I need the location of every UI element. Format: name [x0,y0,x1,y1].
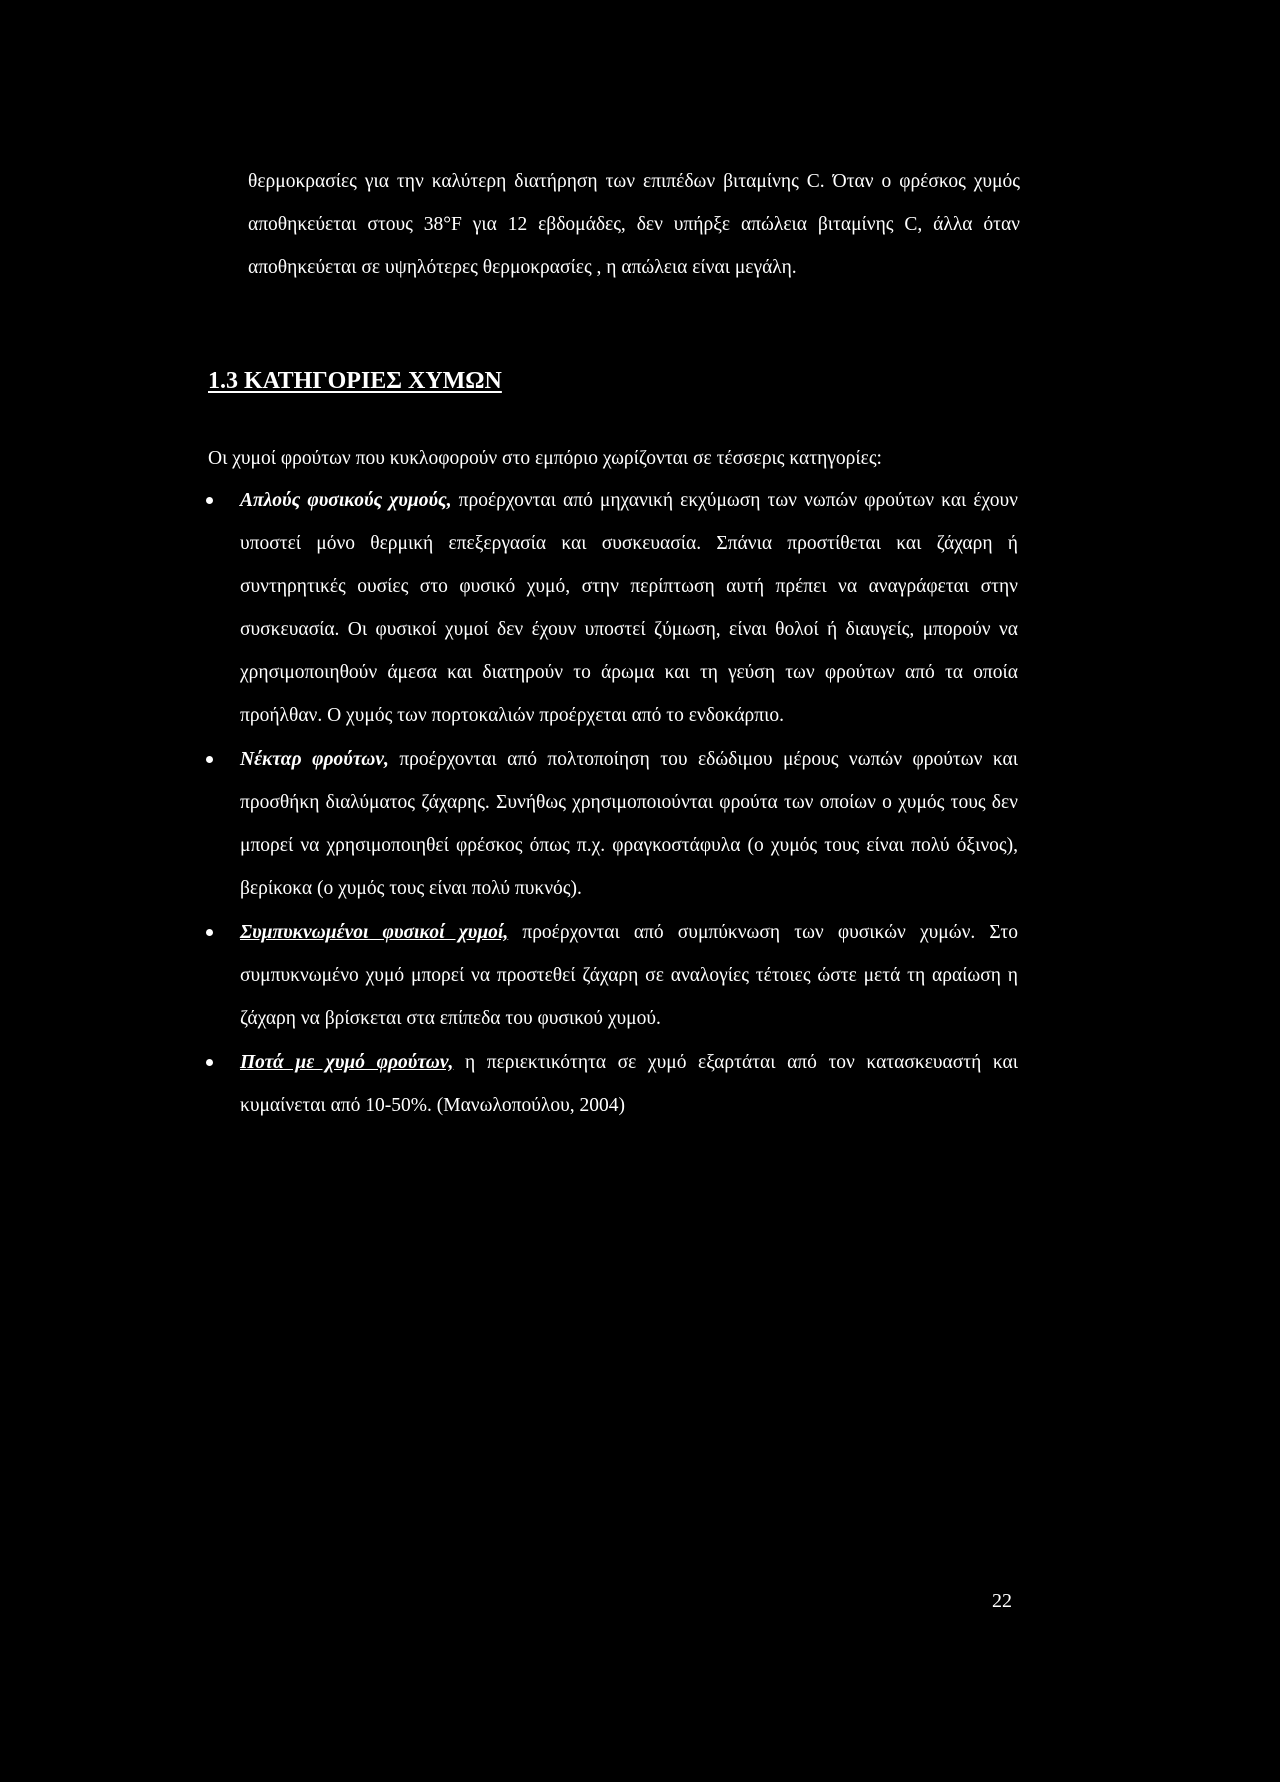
list-item [206,479,1018,737]
list-item-text: προέρχονται από μηχανική εκχύμωση των νωπών φρούτων και έχουν υποστεί μόνο θερμική επεξεργασία και συσκευασία. Σπάνια προστίθεται και ζάχαρη ή συντηρητικές ουσίες στο φυσικό χυμό, στην περίπτωση αυτή πρέπει να αναγράφεται στην συσκευασία. Οι φυσικοί χυμοί δεν έχουν υποστεί ζύμωση, είναι θολοί ή διαυγείς, μπορούν να χρησιμοποιηθούν άμεσα και διατηρούν το άρωμα και τη γεύση των φρούτων από τα οποία προήλθαν. Ο χυμός των πορτοκαλιών προέρχεται από το ενδοκάρπιο. [240,490,1018,726]
list-item [206,1041,1018,1127]
section-lead-paragraph: Οι χυμοί φρούτων που κυκλοφορούν στο εμπόριο χωρίζονται σε τέσσερις κατηγορίες: [208,448,882,469]
list-item-text: προέρχονται από συμπύκνωση των φυσικών χυμών. Στο συμπυκνωμένο χυμό μπορεί να προστεθεί ζάχαρη σε αναλογίες τέτοιες ώστε μετά τη αραίωση η ζάχαρη να βρίσκεται στα επίπεδα του φυσικού χυμού. [240,922,1018,1029]
bullet-icon [206,497,213,504]
list-item-term: Απλούς φυσικούς χυμούς, [240,490,452,511]
list-item-text: η περιεκτικότητα σε χυμό εξαρτάται από τον κατασκευαστή και κυμαίνεται από 10-50%. (Μανωλοπούλου, 2004) [240,1052,1019,1116]
list-item-term: Ποτά με χυμό φρούτων, [240,1052,454,1073]
intro-paragraph: θερμοκρασίες για την καλύτερη διατήρηση των επιπέδων βιταμίνης C. Όταν ο φρέσκος χυμός αποθηκεύεται στους 38°F για 12 εβδομάδες, δεν υπήρξε απώλεια βιταμίνης C, άλλα όταν αποθηκεύεται σε υψηλότερες θερμοκρασίες , η απώλεια είναι μεγάλη. [248,171,1020,278]
bullet-icon [206,756,213,763]
bullet-icon [206,1059,213,1066]
list-item [206,911,1018,1040]
list-item-term: Συμπυκνωμένοι φυσικοί χυμοί, [240,922,509,943]
categories-list [206,479,1018,1127]
bullet-icon [206,929,213,936]
section-heading: 1.3 ΚΑΤΗΓΟΡΙΕΣ ΧΥΜΩΝ [208,368,502,394]
page-number: 22 [992,1590,1012,1612]
list-item [206,738,1018,910]
list-item-term: Νέκταρ φρούτων, [240,749,389,770]
list-item-text: προέρχονται από πολτοποίηση του εδώδιμου μέρους νωπών φρούτων και προσθήκη διαλύματος ζάχαρης. Συνήθως χρησιμοποιούνται φρούτα των οποίων ο χυμός τους δεν μπορεί να χρησιμοποιηθεί φρέσκος όπως π.χ. φραγκοστάφυλα (ο χυμός τους είναι πολύ όξινος), βερίκοκα (ο χυμός τους είναι πολύ πυκνός). [240,749,1018,899]
